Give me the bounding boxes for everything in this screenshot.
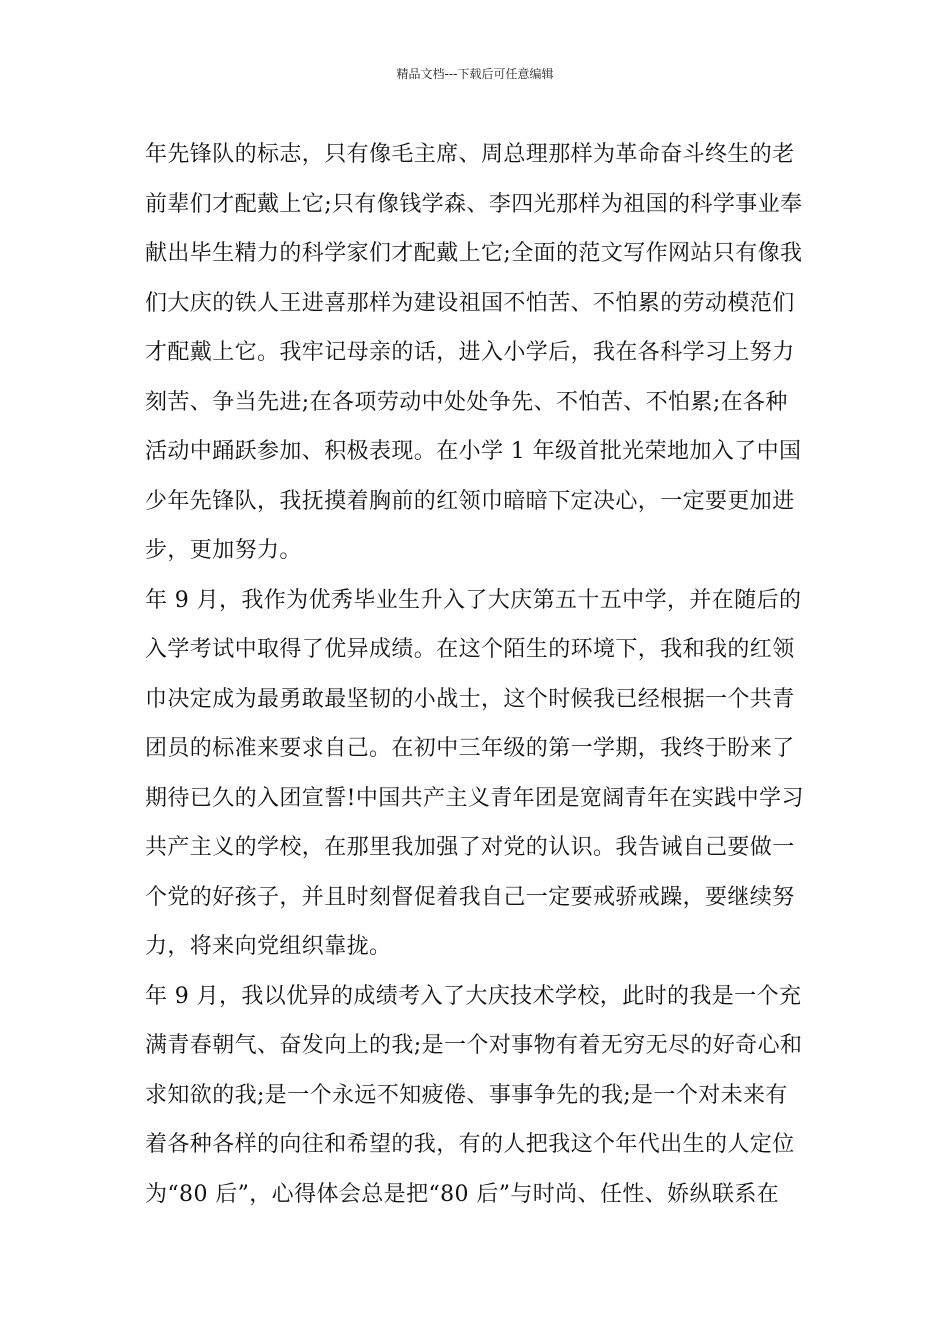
text-line: 步，更加努力。 [145, 538, 302, 563]
text-line: 前辈们才配戴上它;只有像钱学森、李四光那样为祖国的科学事业奉 [145, 191, 803, 217]
document-body [145, 130, 815, 1219]
text-line: 年先锋队的标志，只有像毛主席、周总理那样为革命奋斗终生的老 [145, 142, 795, 167]
text-line: 才配戴上它。我牢记母亲的话，进入小学后，我在各科学习上努力 [145, 340, 795, 365]
page-header: 精品文档---下载后可任意编辑 [396, 67, 554, 81]
text-line: 着各种各样的向往和希望的我，有的人把我这个年代出生的人定位 [145, 1132, 795, 1157]
text-line: 少年先锋队，我抚摸着胸前的红领巾暗暗下定决心，一定要更加进 [145, 488, 795, 514]
text-line: 满青春朝气、奋发向上的我;是一个对事物有着无穷无尽的好奇心和 [145, 1033, 803, 1058]
text-line: 团员的标准来要求自己。在初中三年级的第一学期，我终于盼来了 [145, 736, 795, 761]
text-line: 个党的好孩子，并且时刻督促着我自己一定要戒骄戒躁，要继续努 [145, 884, 795, 910]
text-line: 力，将来向党组织靠拢。 [145, 934, 392, 959]
text-line: 献出毕生精力的科学家们才配戴上它;全面的范文写作网站只有像我 [145, 241, 803, 266]
text-line: 为“80 后”，心得体会总是把“80 后”与时尚、任性、娇纵联系在 [145, 1181, 780, 1207]
text-line: 共产主义的学校，在那里我加强了对党的认识。我告诫自己要做一 [145, 835, 795, 860]
text-line: 活动中踊跃参加、积极表现。在小学 1 年级首批光荣地加入了中国 [145, 439, 802, 464]
text-line: 入学考试中取得了优异成绩。在这个陌生的环境下，我和我的红领 [145, 637, 795, 662]
text-line: 巾决定成为最勇敢最坚韧的小战士，这个时候我已经根据一个共青 [145, 686, 795, 712]
text-line: 年 9 月，我作为优秀毕业生升入了大庆第五十五中学，并在随后的 [145, 587, 802, 613]
text-line: 刻苦、争当先进;在各项劳动中处处争先、不怕苦、不怕累;在各种 [145, 389, 788, 415]
text-line: 们大庆的铁人王进喜那样为建设祖国不怕苦、不怕累的劳动模范们 [145, 290, 795, 316]
text-line: 求知欲的我;是一个永远不知疲倦、事事争先的我;是一个对未来有 [145, 1082, 788, 1108]
text-line: 年 9 月，我以优异的成绩考入了大庆技术学校，此时的我是一个充 [145, 983, 802, 1009]
text-line: 期待已久的入团宣誓!中国共产主义青年团是宽阔青年在实践中学习 [145, 785, 804, 811]
